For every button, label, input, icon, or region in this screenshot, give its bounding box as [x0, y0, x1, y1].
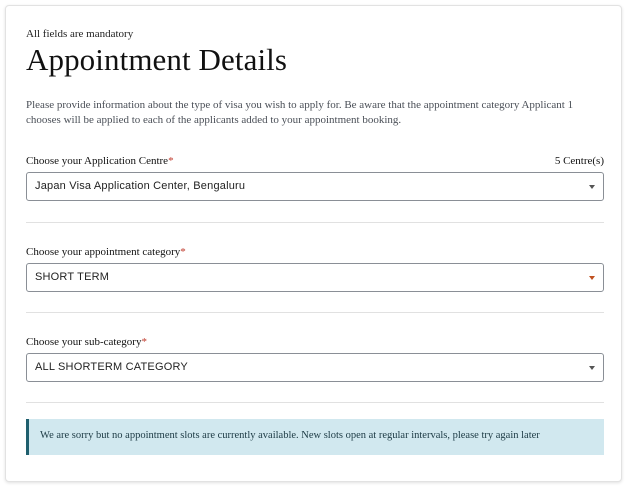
- chevron-down-icon: [589, 276, 595, 280]
- divider: [26, 222, 604, 223]
- divider: [26, 402, 604, 403]
- chevron-down-icon: [589, 185, 595, 189]
- appointment-card: [5, 5, 622, 482]
- subcategory-label-text: Choose your sub-category: [26, 336, 142, 348]
- intro-text: Please provide information about the type of visa you wish to apply for. Be aware that the appointment category Applicant 1 chooses will be applied to each of the applicants added to your appointment booking.: [26, 99, 574, 126]
- required-mark: *: [180, 246, 186, 258]
- category-select[interactable]: [26, 263, 604, 292]
- page-title: Appointment Details: [26, 42, 288, 77]
- centre-select-value: Japan Visa Application Center, Bengaluru: [35, 180, 246, 192]
- category-label-text: Choose your appointment category: [26, 246, 181, 258]
- centre-count: 5 Centre(s): [554, 155, 604, 167]
- centre-label: [26, 155, 174, 167]
- chevron-down-icon: [589, 366, 595, 370]
- required-mark: *: [168, 155, 174, 167]
- centre-select[interactable]: [26, 172, 604, 201]
- divider: [26, 312, 604, 313]
- no-slots-alert: [26, 419, 604, 455]
- centre-label-text: Choose your Application Centre: [26, 155, 169, 167]
- category-select-value: SHORT TERM: [35, 271, 110, 283]
- subcategory-select[interactable]: [26, 353, 604, 382]
- subcategory-label: [26, 336, 147, 348]
- mandatory-note: All fields are mandatory: [26, 28, 134, 40]
- category-label: [26, 246, 186, 258]
- subcategory-select-value: ALL SHORTERM CATEGORY: [35, 361, 188, 373]
- alert-message: We are sorry but no appointment slots are currently available. New slots open at regular intervals, please try again later: [40, 430, 540, 441]
- required-mark: *: [141, 336, 147, 348]
